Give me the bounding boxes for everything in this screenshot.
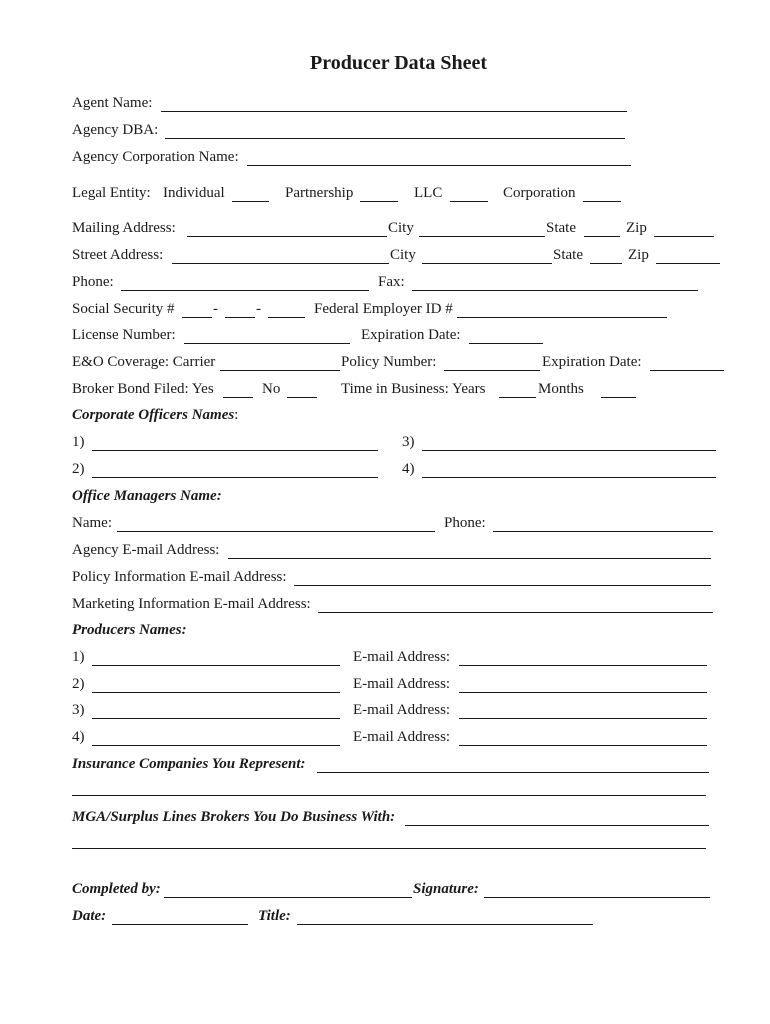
mailing-address-row [72,219,730,237]
producers-heading-row [72,621,730,639]
legal-entity-partnership-label: Partnership [285,185,354,201]
mailing-address-label: Mailing Address: [72,220,176,236]
officer-3-number: 3) [402,434,415,450]
manager-phone-label: Phone: [444,515,486,531]
producer-1-name-field[interactable] [92,652,340,666]
producer-1-email-label: E-mail Address: [353,649,451,665]
license-number-label: License Number: [72,327,176,343]
insurance-companies-field[interactable] [317,759,709,773]
completed-by-row [72,880,730,898]
marketing-email-row [72,595,730,613]
title-field[interactable] [297,911,593,925]
mga-continuation-line[interactable] [72,848,706,849]
legal-entity-llc-label: LLC [414,185,443,201]
mga-brokers-label: MGA/Surplus Lines Brokers You Do Business With: [72,809,396,825]
legal-entity-corporation-label: Corporation [503,185,576,201]
mailing-city-label: City [388,220,414,236]
license-row [72,326,730,344]
months-field[interactable] [601,384,636,398]
officers-row-1 [72,433,730,451]
street-address-field[interactable] [172,250,389,264]
producer-1-email-field[interactable] [459,652,707,666]
date-label: Date: [72,908,107,924]
ssn-part3-field[interactable] [268,304,305,318]
officer-4-number: 4) [402,461,415,477]
manager-name-label: Name: [72,515,112,531]
agency-email-field[interactable] [228,545,711,559]
eo-expiration-label: Expiration Date: [542,354,642,370]
agent-name-field[interactable] [161,98,627,112]
legal-entity-individual-field[interactable] [232,188,269,202]
mailing-address-field[interactable] [187,223,387,237]
street-zip-label: Zip [628,247,649,263]
fein-label: Federal Employer ID # [314,301,453,317]
producer-2-email-field[interactable] [459,679,707,693]
eo-carrier-field[interactable] [220,357,340,371]
agency-dba-label: Agency DBA: [72,122,159,138]
agency-dba-field[interactable] [165,125,625,139]
street-city-label: City [390,247,416,263]
legal-entity-llc-field[interactable] [450,188,488,202]
agency-dba-row [72,121,730,139]
broker-bond-no-field[interactable] [287,384,317,398]
officer-2-number: 2) [72,461,85,477]
producer-row-1 [72,648,730,666]
agent-name-label: Agent Name: [72,95,153,111]
fein-field[interactable] [457,304,667,318]
mailing-zip-label: Zip [626,220,647,236]
street-address-label: Street Address: [72,247,164,263]
years-field[interactable] [499,384,536,398]
street-state-label: State [553,247,583,263]
street-zip-field[interactable] [656,250,720,264]
eo-policy-number-label: Policy Number: [341,354,437,370]
title-label: Title: [258,908,291,924]
marketing-email-field[interactable] [318,599,713,613]
producer-2-name-field[interactable] [92,679,340,693]
street-state-field[interactable] [590,250,622,264]
phone-field[interactable] [121,277,369,291]
producer-4-email-label: E-mail Address: [353,729,451,745]
mga-brokers-field[interactable] [405,812,709,826]
time-in-business-label: Time in Business: Years [341,381,486,397]
corporate-officers-heading-colon: : [234,407,239,423]
manager-name-field[interactable] [117,518,435,532]
producer-2-email-label: E-mail Address: [353,676,451,692]
officer-1-field[interactable] [92,437,378,451]
broker-bond-yes-field[interactable] [223,384,253,398]
mailing-state-label: State [546,220,576,236]
policy-email-row [72,568,730,586]
producer-2-number: 2) [72,676,85,692]
producers-heading: Producers Names: [72,622,187,638]
ssn-part2-field[interactable] [225,304,255,318]
insurance-companies-label: Insurance Companies You Represent: [72,756,306,772]
officer-3-field[interactable] [422,437,716,451]
producer-4-name-field[interactable] [92,732,340,746]
officer-2-field[interactable] [92,464,378,478]
street-city-field[interactable] [422,250,552,264]
signature-field[interactable] [484,884,710,898]
completed-by-label: Completed by: [72,881,161,897]
eo-expiration-field[interactable] [650,357,724,371]
ssn-dash-1: - [213,301,218,317]
insurance-companies-row [72,755,730,773]
ssn-label: Social Security # [72,301,175,317]
producer-1-number: 1) [72,649,85,665]
license-number-field[interactable] [184,330,350,344]
legal-entity-individual-label: Individual [163,185,225,201]
producer-4-number: 4) [72,729,85,745]
corporate-officers-heading [72,406,238,424]
corporate-officers-heading-text: Corporate Officers Names [72,407,235,423]
license-expiration-label: Expiration Date: [361,327,461,343]
date-field[interactable] [112,911,248,925]
legal-entity-row [72,184,730,202]
corporate-officers-heading-row [72,406,730,424]
legal-entity-corporation-field[interactable] [583,188,621,202]
eo-carrier-label: E&O Coverage: Carrier [72,354,216,370]
phone-label: Phone: [72,274,114,290]
months-label: Months [538,381,584,397]
producer-row-3 [72,701,730,719]
producer-3-email-label: E-mail Address: [353,702,451,718]
agency-corp-field[interactable] [247,152,631,166]
mailing-zip-field[interactable] [654,223,714,237]
officer-1-number: 1) [72,434,85,450]
mailing-city-field[interactable] [419,223,545,237]
ssn-fein-row [72,300,730,318]
policy-email-field[interactable] [294,572,711,586]
office-managers-heading-row [72,487,730,505]
mailing-state-field[interactable] [584,223,620,237]
fax-label: Fax: [378,274,405,290]
signature-label: Signature: [413,881,479,897]
insurance-companies-continuation-line[interactable] [72,795,706,796]
agency-corp-row [72,148,730,166]
mga-row [72,808,730,826]
legal-entity-partnership-field[interactable] [360,188,398,202]
agency-email-label: Agency E-mail Address: [72,542,220,558]
officer-4-field[interactable] [422,464,716,478]
ssn-part1-field[interactable] [182,304,212,318]
agency-corp-label: Agency Corporation Name: [72,149,239,165]
legal-entity-label: Legal Entity: [72,185,151,201]
policy-email-label: Policy Information E-mail Address: [72,569,287,585]
license-expiration-field[interactable] [469,330,543,344]
fax-field[interactable] [412,277,698,291]
manager-phone-field[interactable] [493,518,713,532]
date-title-row [72,907,730,925]
producer-4-email-field[interactable] [459,732,707,746]
ssn-dash-2: - [256,301,261,317]
producer-3-number: 3) [72,702,85,718]
broker-bond-row [72,380,730,398]
agent-name-row [72,94,730,112]
phone-fax-row [72,273,730,291]
completed-by-field[interactable] [164,884,412,898]
office-managers-heading: Office Managers Name: [72,488,222,504]
officers-row-2 [72,460,730,478]
manager-row [72,514,730,532]
producer-3-email-field[interactable] [459,705,707,719]
agency-email-row [72,541,730,559]
marketing-email-label: Marketing Information E-mail Address: [72,596,311,612]
street-address-row [72,246,730,264]
eo-coverage-row [72,353,730,371]
producer-row-4 [72,728,730,746]
eo-policy-number-field[interactable] [444,357,540,371]
broker-bond-no-label: No [262,381,281,397]
broker-bond-yes-label: Broker Bond Filed: Yes [72,381,214,397]
producer-row-2 [72,675,730,693]
producer-3-name-field[interactable] [92,705,340,719]
page-title: Producer Data Sheet [309,52,487,74]
